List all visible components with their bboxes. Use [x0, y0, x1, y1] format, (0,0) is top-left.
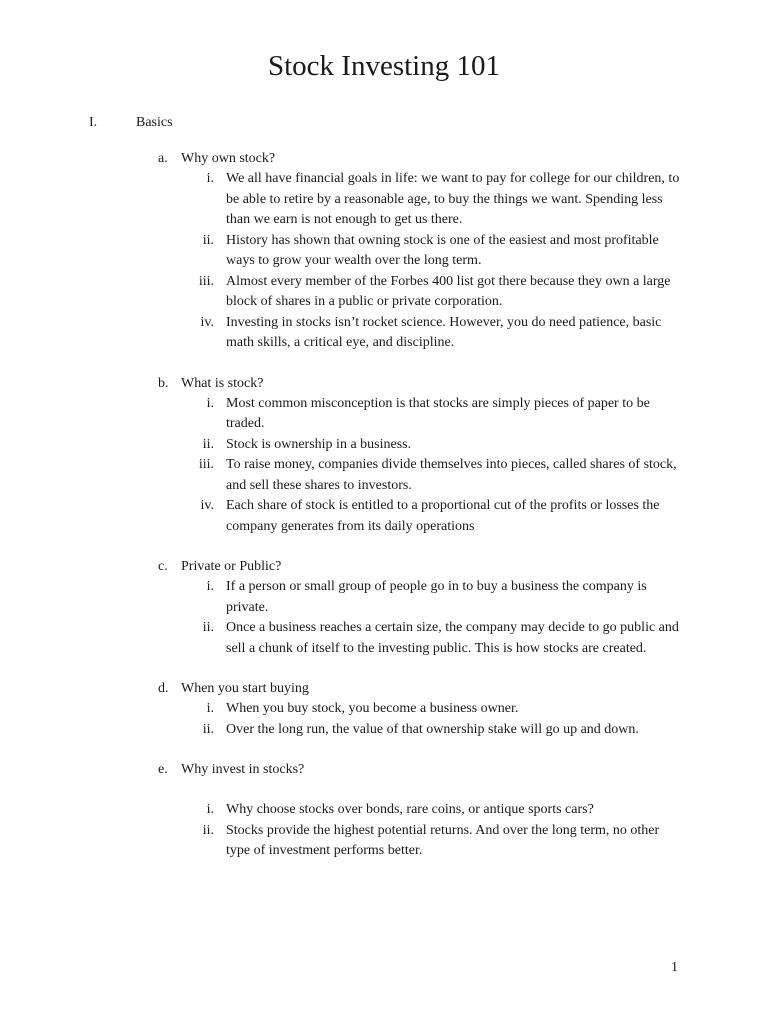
- item-text: To raise money, companies divide themselves into pieces, called shares of stock, and sell these shares to investors.: [226, 457, 677, 493]
- item-number: iv.: [200, 314, 214, 330]
- item-text: Once a business reaches a certain size, the company may decide to go public and sell a chunk of itself to the investing public. This is how stocks are created.: [226, 620, 679, 656]
- subsection-letter: a.: [158, 151, 168, 166]
- subsection-title: Why own stock?: [181, 151, 276, 166]
- item-number: i.: [206, 701, 214, 716]
- item-list: [0, 169, 768, 354]
- subsection-heading: [0, 760, 768, 780]
- item-text: Each share of stock is entitled to a proportional cut of the profits or losses the company generates from its daily operations: [226, 498, 660, 534]
- section-number: I.: [89, 115, 98, 130]
- list-item: [0, 169, 768, 231]
- item-number: ii.: [202, 620, 214, 635]
- item-list: [0, 800, 768, 862]
- subsection-letter: d.: [158, 681, 169, 696]
- item-text: Why choose stocks over bonds, rare coins, or antique sports cars?: [226, 802, 594, 817]
- outline-section: [0, 113, 768, 882]
- subsection-title: What is stock?: [181, 375, 264, 391]
- list-item: [0, 699, 768, 720]
- item-number: iii.: [198, 457, 214, 472]
- list-item: [0, 618, 768, 659]
- subsection-title: Private or Public?: [181, 559, 282, 574]
- subsection-heading: [0, 149, 768, 169]
- item-text: If a person or small group of people go in to buy a business the company is private.: [226, 579, 647, 615]
- list-item: [0, 821, 768, 862]
- subsection: [0, 374, 768, 538]
- subsection-letter: e.: [158, 762, 168, 777]
- item-text: Stock is ownership in a business.: [226, 436, 412, 452]
- item-number: ii.: [202, 822, 214, 838]
- document-title: Stock Investing 101: [268, 50, 500, 82]
- item-list: [0, 699, 768, 740]
- list-item: [0, 231, 768, 272]
- item-text: We all have financial goals in life: we want to pay for college for our children, to be able to retire by a reasonable age, to buy the things we want. Spending less than we earn is not enough to get us there.: [226, 171, 680, 227]
- subsection-heading: [0, 557, 768, 577]
- item-number: i.: [206, 395, 214, 411]
- section-title: Basics: [136, 115, 173, 130]
- list-item: [0, 455, 768, 496]
- item-number: ii.: [202, 721, 214, 737]
- item-number: i.: [206, 802, 214, 817]
- item-text: History has shown that owning stock is one of the easiest and most profitable ways to grow your wealth over the long term.: [226, 232, 659, 268]
- subsection-heading: [0, 374, 768, 394]
- list-item: [0, 800, 768, 821]
- list-item: [0, 496, 768, 537]
- item-text: Almost every member of the Forbes 400 list got there because they own a large block of shares in a public or private corporation.: [226, 273, 671, 309]
- item-text: Over the long run, the value of that ownership stake will go up and down.: [226, 721, 639, 737]
- list-item: [0, 272, 768, 313]
- item-text: Most common misconception is that stocks are simply pieces of paper to be traded.: [226, 395, 650, 431]
- list-item: [0, 435, 768, 456]
- subsection: [0, 679, 768, 740]
- item-list: [0, 394, 768, 538]
- item-number: ii.: [202, 436, 214, 452]
- section-heading: [0, 113, 768, 133]
- item-number: i.: [206, 579, 214, 594]
- item-number: i.: [206, 171, 214, 186]
- subsection-title: When you start buying: [181, 681, 309, 696]
- list-item: [0, 577, 768, 618]
- subsection-heading: [0, 679, 768, 699]
- item-list: [0, 577, 768, 659]
- subsection: [0, 760, 768, 862]
- item-text: When you buy stock, you become a business owner.: [226, 701, 519, 716]
- item-number: iv.: [200, 498, 214, 513]
- subsection-list: [0, 149, 768, 862]
- subsection-letter: b.: [158, 375, 169, 391]
- subsection-letter: c.: [158, 559, 168, 574]
- list-item: [0, 720, 768, 741]
- list-item: [0, 313, 768, 354]
- subsection: [0, 557, 768, 659]
- item-number: ii.: [202, 232, 214, 248]
- item-number: iii.: [198, 273, 214, 289]
- subsection-title: Why invest in stocks?: [181, 762, 305, 777]
- item-text: Stocks provide the highest potential returns. And over the long term, no other type of investment performs better.: [226, 822, 660, 858]
- item-text: Investing in stocks isn’t rocket science. However, you do need patience, basic math skills, a critical eye, and discipline.: [226, 314, 662, 350]
- page-number: 1: [671, 960, 678, 975]
- subsection: [0, 149, 768, 354]
- list-item: [0, 394, 768, 435]
